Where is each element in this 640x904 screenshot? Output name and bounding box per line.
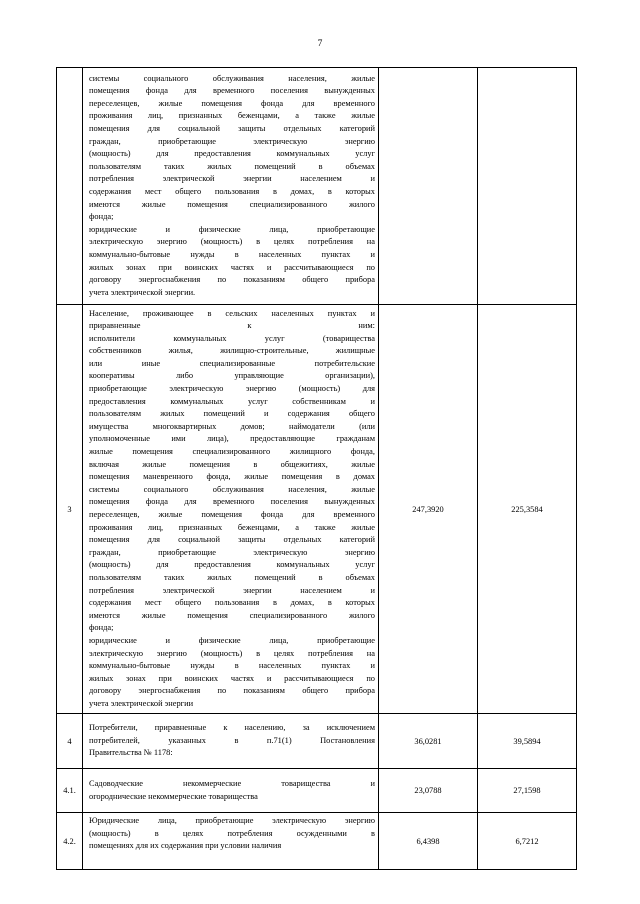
- description-line: переселенцев, жилые помещения фонда для временного: [89, 98, 375, 108]
- description-line: содержания мест общего пользования в домах, в которых: [89, 187, 375, 196]
- description-line: договору энергоснабжения по показаниям общего прибора: [89, 275, 375, 285]
- description-line: граждан, приобретающие электрическую энергию: [89, 547, 375, 557]
- description-line: собственников жилья, жилищно-строительные, жилищные: [89, 346, 375, 356]
- description-line: фонда;: [89, 212, 114, 222]
- description-line: учета электрической энергии.: [89, 287, 196, 297]
- description-line: пользователям таких жилых помещений в объемах: [89, 161, 375, 171]
- tariff-value-1-cell: 247,3920: [379, 305, 478, 714]
- tariff-value-2-cell: 39,5894: [478, 714, 577, 769]
- description-line: жилых зонах при воинских частях и рассчитывающиеся по: [89, 673, 375, 683]
- row-number-cell: [57, 68, 83, 305]
- description-line: Потребители, приравненные к населению, за исключением: [89, 723, 375, 733]
- description-line: предоставления коммунальных услуг собственникам и: [89, 396, 375, 406]
- description-line: коммунально-бытовые нужды в населенных пунктах и: [89, 249, 375, 259]
- tariff-value-1-cell: 6,4398: [379, 813, 478, 870]
- description-line: жилые помещения специализированного жилищного фонда,: [89, 447, 375, 457]
- description-line: помещения фонда для временного поселения вынужденных: [89, 497, 375, 507]
- description-line: (мощность) в целях потребления осужденными в: [89, 828, 375, 838]
- description-line: системы социального обслуживания населения, жилые: [89, 484, 375, 494]
- description-line: проживания лиц, признанных беженцами, а также жилые: [89, 111, 375, 121]
- row-description-cell: [83, 813, 379, 870]
- description-line: имеются жилые помещения специализированного жилого: [89, 610, 375, 620]
- row-number-cell: 3: [57, 305, 83, 714]
- description-line: электрическую энергию (мощность) в целях потребления на: [89, 648, 375, 658]
- description-line: коммунально-бытовые нужды в населенных пунктах и: [89, 661, 375, 671]
- description-line: граждан, приобретающие электрическую энергию: [89, 136, 375, 146]
- description-line: (мощность) для предоставления коммунальных услуг: [89, 149, 375, 159]
- description-line: пользователям жилых помещений и содержания общего: [89, 409, 375, 419]
- tariff-value-2-cell: 6,7212: [478, 813, 577, 870]
- table-row: [57, 68, 577, 305]
- description-line: Население, проживающее в сельских населенных пунктах и: [89, 308, 375, 318]
- description-line: помещения для социальной защиты отдельных категорий: [89, 124, 375, 134]
- description-line: договору энергоснабжения по показаниям общего прибора: [89, 686, 375, 696]
- tariff-value-2-cell: [478, 68, 577, 305]
- description-line: имущества многоквартирных домов; наймодатели (или: [89, 421, 375, 431]
- description-line: проживания лиц, признанных беженцами, а также жилые: [89, 522, 375, 532]
- description-line: или иные специализированные потребительские: [89, 358, 375, 368]
- description-line: имеются жилые помещения специализированного жилого: [89, 199, 375, 209]
- description-line: содержания мест общего пользования в домах, в которых: [89, 598, 375, 608]
- row-number-cell: 4.1.: [57, 769, 83, 813]
- description-line: уполномоченные ими лица), предоставляющие гражданам: [89, 434, 375, 444]
- description-line: потребителей, указанных в п.71(1) Постановления: [89, 735, 375, 745]
- description-line: исполнители коммунальных услуг (товарищества: [89, 333, 375, 343]
- description-line: переселенцев, жилые помещения фонда для временного: [89, 510, 375, 519]
- tariff-value-1-cell: 36,0281: [379, 714, 478, 769]
- row-number-cell: 4.2.: [57, 813, 83, 870]
- tariff-value-1-cell: [379, 68, 478, 305]
- description-line: огороднические некоммерческие товарищества: [89, 791, 258, 801]
- description-line: Правительства № 1178:: [89, 748, 173, 758]
- tariff-table: [56, 67, 577, 870]
- description-line: помещения маневренного фонда, жилые помещения в домах: [89, 472, 375, 482]
- row-number-cell: 4: [57, 714, 83, 769]
- description-line: системы социального обслуживания населения, жилые: [89, 73, 375, 83]
- description-line: электрическую энергию (мощность) в целях потребления на: [89, 237, 375, 247]
- description-line: (мощность) для предоставления коммунальных услуг: [89, 560, 375, 570]
- description-line: юридические и физические лица, приобретающие: [89, 635, 375, 645]
- description-line: пользователям таких жилых помещений в объемах: [89, 572, 375, 582]
- row-description-cell: [83, 68, 379, 305]
- description-line: включая жилые помещения в общежитиях, жилые: [89, 459, 375, 469]
- description-line: помещениях для их содержания при условии наличия: [89, 841, 282, 851]
- description-line: потребления электрической энергии населением и: [89, 585, 375, 595]
- description-line: помещения для социальной защиты отдельных категорий: [89, 535, 375, 545]
- table-row: [57, 714, 577, 769]
- description-line: жилых зонах при воинских частях и рассчитывающиеся по: [89, 262, 375, 272]
- tariff-value-2-cell: 225,3584: [478, 305, 577, 714]
- description-line: юридические и физические лица, приобретающие: [89, 224, 375, 234]
- page-number: 7: [317, 39, 323, 49]
- row-description-cell: [83, 769, 379, 813]
- description-line: фонда;: [89, 623, 114, 633]
- description-line: приобретающие электрическую энергию (мощность) для: [89, 384, 375, 394]
- description-line: потребления электрической энергии населением и: [89, 174, 375, 184]
- description-line: учета электрической энергии: [89, 698, 194, 708]
- description-line: Садоводческие некоммерческие товарищества и: [89, 778, 375, 788]
- tariff-value-1-cell: 23,0788: [379, 769, 478, 813]
- description-line: приравненные к ним:: [89, 321, 375, 331]
- description-line: Юридические лица, приобретающие электрическую энергию: [89, 816, 375, 825]
- row-description-cell: [83, 305, 379, 714]
- description-line: помещения фонда для временного поселения вынужденных: [89, 86, 375, 96]
- description-line: кооперативы либо управляющие организации),: [89, 371, 375, 381]
- table-row: [57, 305, 577, 714]
- tariff-value-2-cell: 27,1598: [478, 769, 577, 813]
- row-description-cell: [83, 714, 379, 769]
- table-row: [57, 769, 577, 813]
- table-row: [57, 813, 577, 870]
